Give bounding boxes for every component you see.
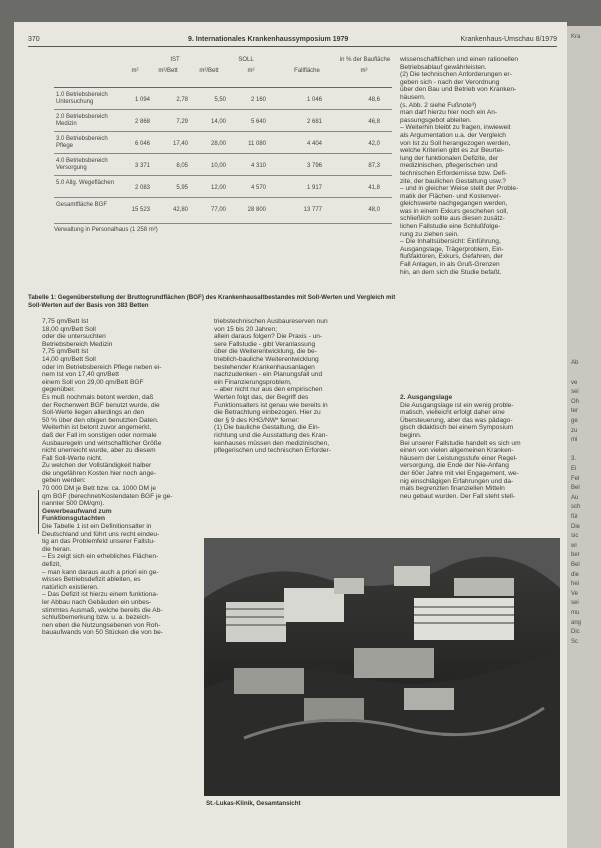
unit-5: Fallfläche: [294, 68, 320, 74]
adjacent-text-fragment: die: [571, 571, 580, 578]
text-line: Weiterhin ist betont zuvor angemerkt,: [42, 424, 152, 432]
table-row: [54, 176, 392, 198]
text-line: kenhauses müssen den medizinischen,: [214, 439, 330, 447]
adjacent-text-fragment: Dic: [571, 629, 580, 636]
adjacent-page-edge: [567, 26, 601, 848]
text-line: nachzudenken - ein Planungsfall und: [214, 371, 323, 379]
text-line: häusern der Leistungsstufe einer Regel-: [400, 454, 518, 462]
text-line: häusern.: [400, 93, 426, 101]
text-line: einem Soll von 29,00 qm/Bett BGF: [42, 378, 144, 386]
text-line: daß der Fall im sonstigen oder normale: [42, 431, 157, 439]
adjacent-text-fragment: Au: [571, 494, 579, 501]
adjacent-text-fragment: Bel: [571, 562, 580, 568]
table-cell: 5 640: [250, 119, 266, 125]
section-heading: 2. Ausgangslage: [400, 394, 453, 401]
table-cell: 6 046: [134, 141, 150, 147]
text-line: oder die untersuchten: [42, 333, 106, 341]
table-cell: 2 681: [306, 119, 322, 125]
text-line: von 15 bis 20 Jahren;: [214, 325, 278, 333]
adjacent-text-fragment: 3.: [571, 456, 577, 463]
text-line: gegenüber.: [42, 386, 76, 394]
text-line: nannter 500 DM/qm).: [42, 500, 105, 508]
adjacent-text-fragment: Bel: [571, 485, 580, 492]
table-cell: 7,29: [176, 119, 188, 125]
adjacent-text-fragment: mi: [571, 437, 578, 444]
table-cell: 46,8: [368, 119, 380, 125]
text-line: bestehender Krankenhausanlagen: [214, 363, 315, 371]
adjacent-text-fragment: ter: [571, 408, 579, 415]
text-column-right-top: [400, 56, 560, 276]
table-cell: 28 800: [247, 207, 266, 213]
text-line: Ausbauregeln und wirtschaftlicher Größe: [42, 439, 162, 447]
text-line: – aber nicht nur aus den empirischen: [214, 386, 323, 394]
table-cell: 5,50: [214, 97, 226, 103]
table-caption: Tabelle 1: Gegenüberstellung der Bruttogrundflächen (BGF) des Krankenhausaltbestandes mit Soll-Werten und Vergleich mit Soll-Werten auf der Basis von 383 Betten: [28, 294, 396, 309]
row-label: Gesamtfläche BGF: [56, 202, 108, 208]
table-cell: 87,3: [368, 163, 380, 169]
text-line: – und in gleicher Weise stellt der Proble-: [400, 185, 519, 193]
text-line: Ausgangslage, Trägerproblem, Ein-: [400, 245, 504, 253]
text-line: medizinischen, pflegerischen und: [400, 162, 498, 170]
text-line: defizit,: [42, 561, 62, 568]
text-line: gisch didaktisch bei einem Symposium: [400, 424, 514, 432]
text-line: Betriebsablauf gewährleisten.: [400, 63, 487, 71]
adjacent-text-fragment: ang: [571, 619, 582, 626]
table-cell: 42,0: [368, 141, 380, 147]
text-line: neu gebaut wurden. Der Fall steht stell-: [400, 492, 516, 500]
table-cell: 5,95: [176, 185, 188, 191]
text-line: über die Weiterentwicklung, die be-: [214, 348, 317, 356]
text-line: matisch, vielleicht erfolgt daher eine: [400, 409, 505, 417]
col-group-pct: in % der Baufläche: [339, 57, 391, 63]
text-line: (s. Abb. 2 siehe Fußnote³): [400, 101, 477, 109]
unit-2: m²/Bett: [158, 68, 178, 74]
table-row: [54, 198, 392, 224]
adjacent-text-fragment: Ab: [571, 360, 579, 367]
unit-4: m²: [247, 68, 255, 74]
adjacent-text-fragment: ve: [571, 379, 578, 386]
unit-6: m²: [360, 68, 368, 74]
adjacent-text-fragment: hei: [571, 581, 580, 588]
text-line: ein Finanzierungsproblem,: [214, 378, 292, 386]
text-line: mals begrenzten finanziellen Mitteln: [400, 485, 505, 493]
header-rule: [28, 46, 557, 47]
table-cell: 15 523: [131, 207, 150, 213]
header-title: 9. Internationales Krankenhaussymposium 1979: [188, 36, 349, 43]
table-cell: 3 796: [306, 163, 322, 169]
text-line: rung zu ziehen sein.: [400, 230, 460, 238]
text-line: der Rechenwert BGF benutzt wurde, die: [42, 401, 160, 409]
text-line: lung der funktionalen Defizite, der: [400, 154, 499, 162]
text-line: (2) Die technischen Anforderungen er-: [400, 71, 512, 79]
text-line: triebstechnischen Ausbaureserven nun: [214, 318, 328, 325]
text-line: hin, an dem sich die Studie befaßt.: [400, 268, 502, 276]
text-line: man darf hierzu hier noch ein An-: [400, 109, 498, 117]
adjacent-text-fragment: ber: [571, 552, 580, 559]
text-line: 70 000 DM je Bett bzw. ca. 1000 DM je: [42, 485, 156, 493]
row-label: 5.0 Allg. Wegeflächen: [56, 180, 114, 186]
table-cell: 11 080: [248, 141, 266, 147]
text-line: Bei unserer Fallstudie handelt es sich um: [400, 439, 521, 447]
text-line: Deutschland und führt uns recht eindeu-: [42, 530, 160, 538]
text-line: Die Tabelle 1 ist ein Definitionsalter in: [42, 523, 152, 531]
adjacent-text-fragment: Kra: [571, 34, 581, 40]
table-cell: 12,00: [210, 185, 226, 191]
table-cell: 42,80: [172, 207, 188, 213]
margin-mark: [38, 490, 42, 534]
text-line: schlußbemerkung bzw. u. a. bezeich-: [42, 614, 151, 622]
text-line: technischen Erfordernisse bzw. Defi-: [400, 169, 508, 177]
text-line: Fall Soll-Werte nicht.: [42, 454, 103, 462]
text-line: geben sich - nach der Verordnung: [400, 78, 500, 86]
unit-1: m²: [131, 68, 139, 74]
text-line: Zu welchen der Vollständigkeit halber: [42, 462, 152, 470]
text-line: von Ist zu Soll herangezogen werden,: [400, 139, 511, 147]
text-line: – Die Inhaltsübersicht: Einführung,: [400, 238, 501, 246]
adjacent-text-fragment: sic: [571, 533, 579, 540]
adjacent-text-fragment: Ve: [571, 590, 579, 597]
journal-page: [14, 22, 567, 848]
text-line: passungsgebot ableiten.: [400, 116, 472, 124]
text-line: stimmtes Ausmaß, welche bereits die Ab-: [42, 606, 163, 614]
adjacent-text-fragment: sei: [571, 389, 579, 396]
text-line: – Weiterhin bleibt zu fragen, inwieweit: [400, 124, 511, 132]
table-cell: 28,00: [210, 141, 226, 147]
area-table: [54, 56, 392, 233]
table-row: [54, 88, 392, 110]
adjacent-text-fragment: ge: [571, 418, 578, 424]
table-cell: 77,00: [210, 207, 226, 213]
text-line: oder im Betriebsbereich Pflege neben ei-: [42, 363, 162, 371]
table-cell: 2,78: [176, 97, 188, 103]
text-line: zite, der baulichen Gestaltung usw.?: [400, 177, 506, 185]
adjacent-text-fragment: Die: [571, 523, 581, 530]
text-line: schließlich sollte aus diesen zusätz-: [400, 215, 505, 223]
text-line: tig an das Problemfeld unserer Fallstu-: [42, 538, 156, 546]
table-cell: 2 160: [250, 97, 266, 103]
header-journal: Krankenhaus-Umschau 8/1979: [460, 36, 557, 43]
table-cell: 1 917: [306, 185, 322, 191]
col-group-soll: SOLL: [238, 57, 254, 63]
text-line: gleichswerte nachgegangen werden,: [400, 200, 508, 208]
text-line: Funktionsalters ist genau wie bereits in: [214, 401, 328, 409]
table-cell: 1 046: [306, 97, 322, 103]
text-line: nem Ist von 17,40 qm/Bett: [42, 371, 119, 379]
adjacent-text-fragment: sei: [571, 600, 579, 607]
text-line: Übersteuerung, aber das was pädago-: [400, 416, 513, 424]
text-line: allein daraus folgen? Die Praxis - un-: [214, 333, 323, 341]
text-line: der § 9 des KHG/NW* ferner:: [214, 416, 300, 424]
table-cell: 4 570: [250, 185, 266, 191]
adjacent-text-fragment: wi: [571, 542, 577, 549]
text-line: qm BGF (berechnet/Kostendaten BGF je ge-: [42, 492, 173, 500]
page-number: 370: [28, 36, 40, 43]
text-line: die heran.: [42, 545, 72, 553]
text-line: als Argumentation u.a. der Vergleich: [400, 131, 506, 139]
text-line: der 60er Jahre mit viel Engagement, we-: [400, 469, 519, 477]
text-line: natürlich existieren.: [42, 583, 99, 591]
table-cell: 17,40: [172, 141, 188, 147]
adjacent-text-fragment: mu: [571, 610, 580, 616]
table-cell: 2 083: [134, 185, 150, 191]
text-column-left: [42, 318, 206, 637]
text-line: einen von vielen allgemeinen Kranken-: [400, 447, 514, 455]
table-cell: 41,8: [368, 185, 380, 191]
text-line: welche Kriterien gibt es zur Beurtei-: [400, 147, 505, 155]
table-cell: 1 094: [134, 97, 150, 103]
table-header: [54, 56, 392, 88]
row-label: 1.0 Betriebsbereich Untersuchung: [56, 92, 108, 105]
table-cell: 4 310: [250, 163, 266, 169]
text-line: 7,75 qm/Bett Ist: [42, 318, 89, 325]
table-note: Verwaltung in Personalhaus (1 258 m²): [54, 227, 158, 233]
table-cell: 13 777: [303, 207, 322, 213]
text-line: flußfaktoren, Exkurs, Gefahren, der: [400, 253, 503, 261]
text-line: versorgung, die Ende der Nie-Anfang: [400, 462, 509, 470]
text-line: wisses Betriebsdefizit ableiten, es: [42, 576, 141, 584]
table-row: [54, 132, 392, 154]
unit-3: m²/Bett: [199, 68, 219, 74]
text-line: was in einem Exkurs geschehen soll,: [400, 207, 509, 215]
table-body: [54, 88, 392, 224]
text-line: Gewerbeaufwand zum: [42, 507, 112, 515]
adjacent-text-fragment: Sc: [571, 638, 579, 645]
table-cell: 10,00: [210, 163, 226, 169]
table-cell: 3 371: [134, 163, 150, 169]
text-line: 14,00 qm/Bett Soll: [42, 355, 96, 363]
table-cell: 2 868: [134, 119, 150, 125]
adjacent-text-fragment: Oh: [571, 398, 580, 405]
text-line: ler Abbau nach Gebäuden ein unbes-: [42, 598, 152, 606]
hospital-photo: [204, 538, 560, 796]
text-line: wissenschaftlichen und einen rationellen: [400, 56, 519, 63]
table-cell: 48,6: [368, 97, 380, 103]
table-cell: 8,05: [176, 163, 188, 169]
text-line: über den Bau und Betrieb von Kranken-: [400, 86, 517, 94]
text-line: lichen Fallstudie eine Schlußfolge-: [400, 223, 501, 231]
text-column-middle: [214, 318, 394, 455]
text-line: bauaufwands von 50 Stücken die von be-: [42, 629, 163, 637]
text-line: 18,00 qm/Bett Soll: [42, 325, 96, 333]
adjacent-text-fragment: für: [571, 514, 579, 520]
text-line: pflegerischen und technischen Erforder-: [214, 447, 331, 455]
text-line: 7,75 qm/Bett Ist: [42, 348, 89, 356]
text-line: sere Fallstudie - gibt Veranlassung: [214, 340, 316, 348]
text-line: die Betrachtung einbezogen. Hier zu: [214, 409, 321, 417]
photo-caption: St.-Lukas-Klinik, Gesamtansicht: [206, 800, 301, 807]
table-cell: 14,00: [210, 119, 226, 125]
text-line: – Das Defizit ist hierzu einem funktiona-: [42, 591, 159, 599]
row-label: 3.0 Betriebsbereich Pflege: [56, 136, 108, 149]
text-line: trieblich-bauliche Weiterentwicklung: [214, 355, 319, 363]
text-line: Es muß nochmals betont werden, daß: [42, 393, 154, 401]
text-line: – Es zeigt sich ein erhebliches Flächen-: [42, 553, 159, 561]
text-line: Werten folgt das, der Begriff des: [214, 393, 309, 401]
text-line: richtung und die Ausstattung des Kran-: [214, 431, 328, 439]
table-cell: 48,0: [368, 207, 380, 213]
text-line: matik der Flächen- und Kostenver-: [400, 192, 502, 200]
adjacent-text-fragment: Ei: [571, 466, 577, 472]
text-line: Fall Anlagen, in als Gruß-Grenzen: [400, 261, 500, 269]
row-label: 2.0 Betriebsbereich Medizin: [56, 114, 108, 127]
row-label: 4.0 Betriebsbereich Versorgung: [56, 158, 108, 171]
text-line: (1) Die bauliche Gestaltung, die Ein-: [214, 424, 320, 432]
text-line: Betriebsbereich Medizin: [42, 340, 113, 348]
text-line: Soll-Werte liegen allerdings an den: [42, 409, 145, 417]
adjacent-text-fragment: sch: [571, 504, 581, 511]
text-line: Die Ausgangslage ist ein wenig proble-: [400, 401, 514, 409]
text-line: nen eben die Nutzungsebenen von Roh-: [42, 621, 161, 629]
text-line: 50 % über den obigen benutzten Daten.: [42, 416, 159, 424]
text-line: Funktionsgutachten: [42, 515, 106, 523]
text-line: nig einschlägigen Erfahrungen und da-: [400, 477, 514, 485]
table-cell: 4 404: [306, 141, 322, 147]
text-line: nicht unerreicht wurde, aber zu diesem: [42, 447, 156, 455]
text-line: beginn.: [400, 431, 422, 439]
text-line: – man kann daraus auch a priori ein ge-: [42, 568, 159, 576]
adjacent-text-fragment: zu: [571, 427, 578, 434]
adjacent-text-fragment: Fel: [571, 475, 580, 482]
table-row: [54, 110, 392, 132]
col-group-ist: IST: [170, 57, 180, 63]
text-column-right-bottom: [400, 390, 560, 500]
text-line: geben werden:: [42, 477, 86, 485]
text-line: die ungefähren Kosten hier noch ange-: [42, 469, 157, 477]
table-row: [54, 154, 392, 176]
